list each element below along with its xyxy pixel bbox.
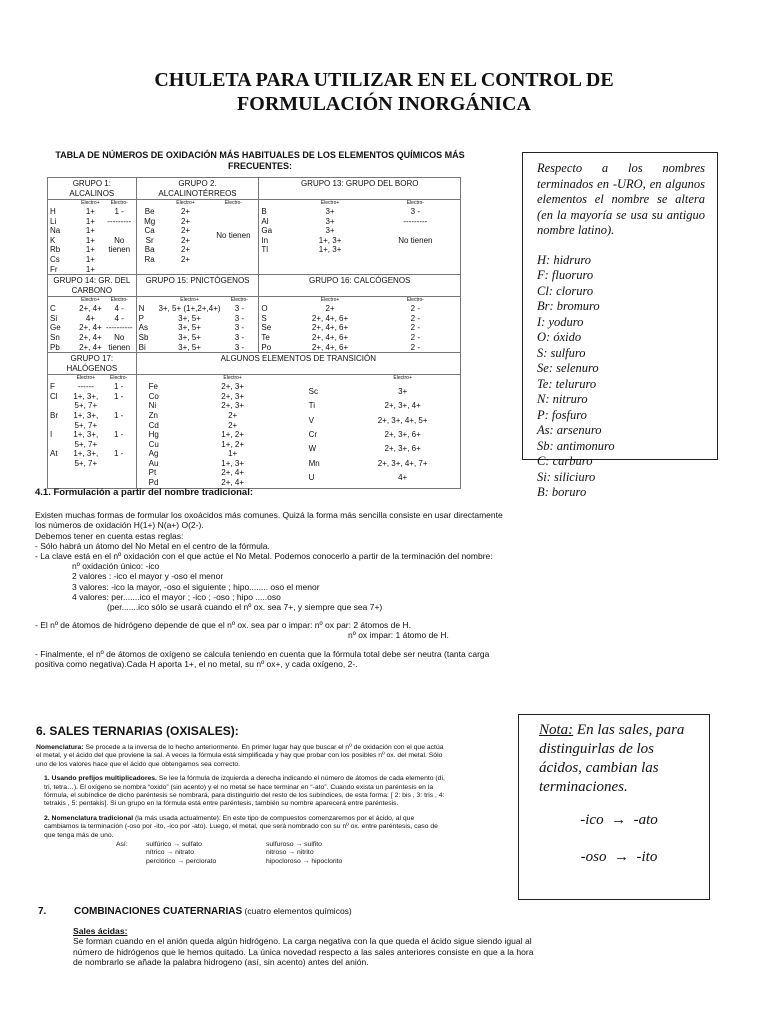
element-symbol: Cs xyxy=(50,254,60,264)
oxidation-table xyxy=(47,177,461,489)
oxidation-negative: 4 - xyxy=(114,304,124,314)
element-symbol: Ba xyxy=(144,245,155,255)
g15-header: GRUPO 15: PNICTÓGENOS xyxy=(136,275,259,297)
oxidation-positive: 1+, 3+ xyxy=(318,235,342,245)
element-symbol: Mn xyxy=(308,458,320,468)
uro-list-item: S: sulfuro xyxy=(537,345,586,360)
element-symbol: C xyxy=(50,304,56,314)
text-line: nº ox impar: 1 átomo de H. xyxy=(348,630,449,641)
oxidation-positive: 1+, 3+, 5+, 7+ xyxy=(73,410,99,430)
electro-neg-label: Electro- xyxy=(406,297,424,304)
element-symbol: W xyxy=(308,444,317,454)
example-item: sulfuroso → sulfito xyxy=(266,841,322,849)
g17-cell xyxy=(48,375,137,489)
oxidation-negative: 1 - xyxy=(113,391,124,401)
example-item: nitroso → nitrito xyxy=(266,849,314,857)
oxidation-negative: No tienen xyxy=(216,230,251,240)
note-body: En las sales, para distinguirlas de los ácidos, cambian las terminaciones. xyxy=(539,722,685,795)
g2-header: GRUPO 2. ALCALINOTÉRREOS xyxy=(136,178,259,200)
oxidation-negative: 1 - xyxy=(114,207,124,216)
text-line: - La clave está en el nº oxidación con el que actúe el No Metal. Podemos conocerlo a partir de la terminación del nombre: xyxy=(35,551,493,562)
text-line: los números de oxidación H(1+) N(a+) O(2-). xyxy=(35,520,204,531)
rule-to: -ato xyxy=(633,812,658,828)
element-symbol: Rb xyxy=(50,245,61,255)
element-symbol: S xyxy=(261,313,267,323)
acid-salts-subheading: Sales ácidas: xyxy=(73,926,128,936)
g17-header: GRUPO 17: HALÓGENOS xyxy=(48,353,137,375)
table-title-line-2: FRECUENTES: xyxy=(227,161,292,171)
example-item: perclórico → perclorato xyxy=(146,857,217,865)
element-symbol: N xyxy=(138,304,145,314)
oxidation-positive: 2+, 3+, 4+, 7+ xyxy=(377,458,428,468)
section-7-title: COMBINACIONES CUATERNARIAS xyxy=(74,906,243,917)
oxidation-negative: 1 - xyxy=(113,382,124,392)
oxidation-positive: 2+, 4+ xyxy=(79,323,102,333)
spacer xyxy=(309,375,357,387)
text-line: nº oxidación único: -ico xyxy=(72,561,160,572)
element-symbol: Br xyxy=(50,410,58,420)
oxidation-negative: 3 - xyxy=(410,207,421,216)
oxidation-positive: 2+, 4+ xyxy=(221,478,244,488)
rule-from: -ico xyxy=(580,812,604,828)
ending-rule-ico xyxy=(539,811,699,830)
electro-pos-label: Electro+ xyxy=(176,200,195,206)
oxidation-negative: 3 - xyxy=(234,313,245,323)
element-symbol: Li xyxy=(50,216,57,226)
g1-cell xyxy=(48,200,137,275)
arrow-right-icon: → xyxy=(611,812,627,828)
oxidation-positive: 1+ xyxy=(85,254,95,264)
oxidation-negative: tienen xyxy=(108,245,131,255)
oxidation-positive: 2+, 3+, 4+ xyxy=(384,401,421,411)
uro-list-item: Si: siliciuro xyxy=(537,469,596,484)
oxidation-positive: 1+ xyxy=(85,216,95,226)
oxidation-negative: 4 - xyxy=(114,313,124,323)
uro-list-item: Sb: antimonuro xyxy=(537,438,615,453)
spacer xyxy=(149,375,189,382)
oxidation-negative: 3 - xyxy=(234,304,245,314)
element-symbol: Pt xyxy=(148,468,157,478)
element-symbol: Sb xyxy=(138,332,149,342)
nomenclature-label: Nomenclatura: xyxy=(36,744,84,751)
element-symbol: Bi xyxy=(138,342,146,352)
nomenclature-para xyxy=(36,744,448,769)
element-symbol: Ca xyxy=(144,226,155,236)
section-4-1-heading: 4.1. Formulación a partir del nombre tradicional: xyxy=(35,487,254,498)
example-item: hipocloroso → hipoclorito xyxy=(266,857,343,865)
element-symbol: Po xyxy=(261,342,272,352)
oxidation-positive: 3+, 5+ xyxy=(178,313,201,323)
g14-cell xyxy=(48,297,137,353)
section-7-note: (cuatro elementos químicos) xyxy=(242,906,352,916)
g15-grid xyxy=(139,297,257,352)
electro-pos-label: Electro+ xyxy=(393,375,412,382)
examples-label: Así: xyxy=(116,841,128,849)
uro-list-item: Br: bromuro xyxy=(537,299,600,313)
text-line: Existen muchas formas de formular los oxoácidos más comunes. Quizá la forma más sencilla consiste en usar directamente xyxy=(35,510,503,521)
uro-list-item: C: carburo xyxy=(537,454,593,468)
element-symbol: Pd xyxy=(148,478,159,488)
oxidation-negative xyxy=(373,226,458,236)
oxidation-positive: 1+, 3+, 5+, 7+ xyxy=(73,391,99,411)
element-symbol: Sr xyxy=(145,235,154,245)
g16-cell xyxy=(259,297,461,353)
electro-pos-label: Electro+ xyxy=(223,375,242,382)
uro-list-item: Cl: cloruro xyxy=(537,283,594,298)
section-6 xyxy=(36,744,448,866)
oxidation-positive: 2+ xyxy=(180,226,191,236)
oxidation-positive: 2+, 4+, 6+ xyxy=(311,342,349,352)
g2-grid xyxy=(139,200,257,265)
electro-pos-label: Electro+ xyxy=(320,200,340,206)
oxidation-positive: 1+ xyxy=(85,264,95,274)
element-symbol: In xyxy=(261,235,269,245)
oxidation-negative: 2 - xyxy=(410,304,421,314)
element-symbol: K xyxy=(50,235,56,245)
uro-list-item: B: boruro xyxy=(537,485,587,499)
oxidation-positive: 2+ xyxy=(180,216,191,226)
page-title xyxy=(0,68,768,116)
table-title xyxy=(50,150,470,172)
title-line-2: FORMULACIÓN INORGÁNICA xyxy=(237,93,531,115)
table-title-line-1: TABLA DE NÚMEROS DE OXIDACIÓN MÁS HABITUALES DE LOS ELEMENTOS QUÍMICOS MÁS xyxy=(55,150,465,160)
oxidation-positive: ------ xyxy=(77,382,94,392)
oxidation-negative: 2 - xyxy=(410,313,421,323)
oxidation-positive: 3+ xyxy=(398,386,408,396)
oxidation-positive: 2+, 3+, 4+, 5+ xyxy=(377,415,428,425)
trans-left-grid xyxy=(139,375,299,488)
element-symbol: Pb xyxy=(50,342,60,352)
electro-pos-label: Electro+ xyxy=(76,375,96,382)
method-2-label: 2. Nomenclatura tradicional xyxy=(44,814,134,822)
spacer xyxy=(261,297,287,304)
oxidation-positive: 1+ xyxy=(85,207,95,216)
oxidation-positive: 4+ xyxy=(85,313,95,323)
text-line: (per.......ico sólo se usará cuando el nº ox. sea 7+, y siempre que sea 7+) xyxy=(107,602,383,613)
electro-pos-label: Electro+ xyxy=(81,297,100,304)
oxidation-positive: 1+ xyxy=(85,226,95,236)
electro-pos-label: Electro+ xyxy=(81,200,100,206)
oxidation-positive: 1+, 2+ xyxy=(221,430,244,440)
oxidation-positive: 2+, 4+ xyxy=(79,304,102,314)
element-symbol: Na xyxy=(50,226,61,236)
oxidation-negative: --------- xyxy=(107,216,132,226)
oxidation-negative: No xyxy=(114,235,125,245)
text-line: - Finalmente, el nº de átomos de oxígeno se calcula teniendo en cuenta que la fórmula total debe ser neutra (tanta carga xyxy=(35,648,490,659)
element-symbol: Al xyxy=(261,216,269,226)
oxidation-positive: 1+, 3+, 5+, 7+ xyxy=(73,449,99,468)
element-symbol: Si xyxy=(50,313,58,323)
oxidation-negative: No tienen xyxy=(398,235,433,245)
oxidation-positive: 3+, 5+ xyxy=(178,323,201,333)
g16-header: GRUPO 16: CALCÓGENOS xyxy=(259,275,461,297)
oxidation-positive: 2+ xyxy=(325,304,335,314)
electro-neg-label: Electro- xyxy=(110,297,128,304)
spacer xyxy=(50,200,76,207)
examples-left xyxy=(146,841,266,866)
method-1-text: Se lee la fórmula de izquierda a derecha indicando el número de átomos de cada elemento (di, tri, tetra…). El oxígeno se nombra “oxido” (sin acento) y el no metal se hace terminar en “-ato”. Cuando exista un paréntesis en la fórmula, el subíndice de dicho paréntesis se nombrará, para distinguirlo del resto de los subíndices, de esta forma: [ 2: bis , 3: tris , 4: tetrakis , 5: pentakis]. Si un grupo en la fórmula está entre paréntesis, también su nombre aparecerá entre paréntesis. xyxy=(44,775,445,808)
oxidation-positive: 2+, 3+ xyxy=(221,382,244,392)
method-2-text: (la más usada actualmente): En este tipo de compuestos comenzaremos por el ácido, al que cambiamos la terminación (-oso por -ito, -ico por -ato). Luego, el metal, que será nombrado con su nº ox. entre paréntesis, caso de que tenga más de uno. xyxy=(44,814,438,839)
oxidation-negative: ---------- xyxy=(105,323,133,333)
note-text xyxy=(539,721,699,797)
oxidation-negative: tienen xyxy=(108,342,131,352)
element-symbol: Mg xyxy=(144,216,156,226)
element-symbol: Tl xyxy=(261,245,269,255)
trans-cell xyxy=(136,375,460,489)
rule-from: -oso xyxy=(580,849,607,865)
method-1-label: 1. Usando prefijos multiplicadores. xyxy=(44,775,157,783)
electro-neg-label: Electro- xyxy=(406,200,424,206)
uro-list-item: P: fosfuro xyxy=(537,407,587,422)
oxidation-positive: 1+, 2+ xyxy=(221,439,244,449)
element-symbol: Sn xyxy=(50,332,60,342)
uro-list-item: Se: selenuro xyxy=(537,361,599,375)
element-symbol: Cr xyxy=(308,430,318,440)
uro-note-paragraph: Respecto a los nombres terminados en -URO, en algunos elementos el nombre se altera (en la mayoría se usa su antiguo nombre latino). xyxy=(537,161,705,237)
oxidation-positive: 2+ xyxy=(180,235,191,245)
oxidation-positive: 3+, 5+ (1+,2+,4+) xyxy=(158,304,221,314)
oxidation-negative: 1 - xyxy=(113,430,124,440)
oxidation-positive: 3+ xyxy=(325,226,335,236)
uro-list-item: As: arsenuro xyxy=(537,423,602,437)
text-line: positiva como negativa).Cada H aporta 1+, el no metal, su nº ox+, y cada oxígeno, 2-. xyxy=(35,658,358,669)
spacer xyxy=(261,200,287,207)
text-line: 4 valores: per.......ico el mayor ; -ico ; -oso ; hipo .....oso xyxy=(72,591,281,602)
spacer xyxy=(139,200,161,207)
spacer xyxy=(139,297,157,304)
oxidation-positive: 2+, 4+ xyxy=(79,342,102,352)
oxidation-negative: --------- xyxy=(403,216,428,226)
element-symbol: Zn xyxy=(148,410,158,420)
electro-pos-label: Electro+ xyxy=(180,297,199,304)
text-line: - Sólo habrá un átomo del No Metal en el centro de la fórmula. xyxy=(35,540,270,551)
oxidation-positive: 1+ xyxy=(228,449,238,459)
element-symbol: P xyxy=(138,313,144,323)
oxidation-negative: 3 - xyxy=(234,323,245,333)
uro-list-item: I: yoduro xyxy=(537,314,584,329)
g14-header: GRUPO 14: GR. DEL CARBONO xyxy=(48,275,137,297)
trans-header: ALGUNOS ELEMENTOS DE TRANSICIÓN xyxy=(136,353,460,375)
oxidation-positive: 1+ xyxy=(85,245,95,255)
element-symbol: F xyxy=(50,382,55,392)
electro-pos-label: Electro+ xyxy=(320,297,340,304)
g1-grid xyxy=(50,200,134,274)
element-symbol: As xyxy=(138,323,148,333)
g1-header: GRUPO 1: ALCALINOS xyxy=(48,178,137,200)
uro-list-item: F: fluoruro xyxy=(537,268,594,282)
uro-name-list xyxy=(537,253,705,501)
element-symbol: Fr xyxy=(50,264,58,274)
uro-list-item: O: óxido xyxy=(537,330,582,344)
trans-right-grid xyxy=(299,375,449,488)
g2-cell xyxy=(136,200,259,275)
method-1-para xyxy=(36,775,448,809)
oxidation-negative: 1 - xyxy=(113,410,124,420)
element-symbol: Be xyxy=(144,207,155,216)
text-line: 3 valores: -ico la mayor, -oso el siguiente ; hipo........ oso el menor xyxy=(72,581,320,592)
oxidation-positive: 2+, 4+, 6+ xyxy=(311,332,349,342)
example-item: sulfúrico → sulfato xyxy=(146,841,202,849)
rule-to: -ito xyxy=(636,849,658,865)
oxidation-positive: 2+, 4+ xyxy=(221,468,244,478)
oxidation-negative xyxy=(373,245,458,255)
electro-neg-label: Electro- xyxy=(224,200,242,206)
element-symbol: I xyxy=(50,430,53,440)
section-7-heading xyxy=(38,906,352,917)
element-symbol: At xyxy=(50,449,58,459)
element-symbol: Ti xyxy=(308,401,316,411)
g14-grid xyxy=(50,297,134,352)
element-symbol: Hg xyxy=(148,430,159,440)
oxidation-negative: 2 - xyxy=(410,323,421,333)
electro-neg-label: Electro- xyxy=(110,375,128,382)
oxidation-positive: 1+, 3+ xyxy=(221,458,244,468)
oxidation-positive: 2+ xyxy=(180,245,191,255)
uro-list-item: Te: telururo xyxy=(537,376,597,391)
element-symbol: Ag xyxy=(148,449,159,459)
element-symbol: V xyxy=(308,415,314,425)
oxidation-negative: 2 - xyxy=(410,332,421,342)
oxidation-positive: 2+ xyxy=(228,410,238,420)
text-line: 2 valores : -ico el mayor y -oso el menor xyxy=(72,571,224,582)
electro-neg-label: Electro- xyxy=(230,297,248,304)
element-symbol: Ra xyxy=(144,254,155,264)
g15-cell xyxy=(136,297,259,353)
g13-grid xyxy=(261,200,458,255)
uro-list-item: N: nitruro xyxy=(537,392,588,406)
oxidation-positive: 1+, 3+ xyxy=(318,245,342,255)
oxidation-positive: 2+ xyxy=(180,254,191,264)
oxidation-positive: 1+ xyxy=(85,235,95,245)
element-symbol: H xyxy=(50,207,56,216)
examples-right xyxy=(266,841,342,866)
example-item: nítrico → nitrato xyxy=(146,849,194,857)
acid-salts-text: Se forman cuando en el anión queda algún hidrógeno. La carga negativa con la que queda el ácido sigue siendo igual al número de hidrógenos que le hemos quitado. La única novedad respecto a las sales anteriores consiste en que a la hora de nombrarlo se añade la palabra hidrogeno (así, sin acento) antes del anión. xyxy=(73,936,534,967)
oxidation-positive: 2+, 3+, 6+ xyxy=(384,430,421,440)
section-7 xyxy=(73,926,538,967)
oxidation-negative: 1 - xyxy=(113,449,124,459)
section-7-number: 7. xyxy=(38,906,47,917)
oxidation-positive: 4+ xyxy=(398,473,408,483)
ending-rule-oso xyxy=(539,848,699,867)
oxidation-positive: 3+ xyxy=(325,207,335,216)
oxidation-positive: 3+, 5+ xyxy=(178,332,201,342)
oxidation-positive: 2+, 3+, 6+ xyxy=(384,444,421,454)
element-symbol: Ni xyxy=(148,401,157,411)
oxidation-negative: 2 - xyxy=(410,342,421,352)
spacer xyxy=(50,375,68,382)
element-symbol: Cl xyxy=(50,391,58,401)
oxidation-negative: 3 - xyxy=(234,332,245,342)
element-symbol: O xyxy=(261,304,268,314)
oxidation-negative xyxy=(105,255,134,265)
oxidation-positive: 2+ xyxy=(180,207,191,216)
element-symbol: Ge xyxy=(50,323,61,333)
nomenclature-text: Se procede a la inversa de lo hecho anteriormente. En primer lugar hay que buscar el nº de oxidación con el que actúa el metal, y el ácido del que proviene la sal. A veces la fórmula está simplificada y hay que probar con los posibles nº ox. del metal. Sólo uno de los valores hace que el ácido que obtengamos sea correcto. xyxy=(36,744,444,768)
element-symbol: Cd xyxy=(148,420,159,430)
oxidation-positive: 2+, 4+, 6+ xyxy=(311,323,349,333)
oxidation-positive: 2+ xyxy=(228,420,238,430)
element-symbol: Co xyxy=(148,391,159,401)
oxidation-positive: 3+, 5+ xyxy=(178,342,201,352)
oxidation-positive: 1+, 3+, 5+, 7+ xyxy=(73,430,99,449)
oxidation-negative: 3 - xyxy=(234,342,245,352)
uro-note-box xyxy=(522,152,718,499)
element-symbol: Se xyxy=(261,323,272,333)
note-label: Nota: xyxy=(539,722,574,738)
section-4-1 xyxy=(35,488,545,669)
element-symbol: Cu xyxy=(148,439,159,449)
oxidation-positive: 3+ xyxy=(325,216,335,226)
oxidation-positive: 2+, 4+, 6+ xyxy=(311,313,349,323)
element-symbol: Fe xyxy=(148,382,158,392)
oxidation-positive: 2+, 3+ xyxy=(221,391,244,401)
element-symbol: Ga xyxy=(261,226,273,236)
g16-grid xyxy=(261,297,458,352)
g13-header: GRUPO 13: GRUPO DEL BORO xyxy=(259,178,461,200)
section-6-heading: 6. SALES TERNARIAS (OXISALES): xyxy=(36,724,239,738)
element-symbol: Sc xyxy=(308,386,318,396)
examples xyxy=(36,841,448,866)
oxidation-positive: 2+, 4+ xyxy=(79,332,102,342)
oxidation-negative xyxy=(105,226,134,236)
text-line: - El nº de átomos de hidrógeno depende de que el nº ox. sea par o impar: nº ox par: 2 átomos de H. xyxy=(35,620,411,631)
method-2-para xyxy=(36,815,448,840)
g17-grid xyxy=(50,375,134,468)
g13-cell xyxy=(259,200,461,275)
element-symbol: Te xyxy=(261,332,270,342)
element-symbol: B xyxy=(261,207,267,216)
oxidation-negative: No xyxy=(114,332,125,342)
uro-list-item: H: hidruro xyxy=(537,252,592,267)
arrow-right-icon: → xyxy=(614,849,629,865)
electro-neg-label: Electro- xyxy=(110,200,128,206)
element-symbol: Au xyxy=(148,458,159,468)
text-line: Debemos tener en cuenta estas reglas: xyxy=(35,530,184,541)
salt-endings-note-box xyxy=(518,714,710,900)
title-line-1: CHULETA PARA UTILIZAR EN EL CONTROL DE xyxy=(154,69,614,91)
oxidation-positive: 2+, 3+ xyxy=(221,401,244,411)
oxidation-negative xyxy=(105,265,134,275)
element-symbol: U xyxy=(308,473,315,483)
spacer xyxy=(50,297,76,304)
trans-columns xyxy=(139,375,458,488)
